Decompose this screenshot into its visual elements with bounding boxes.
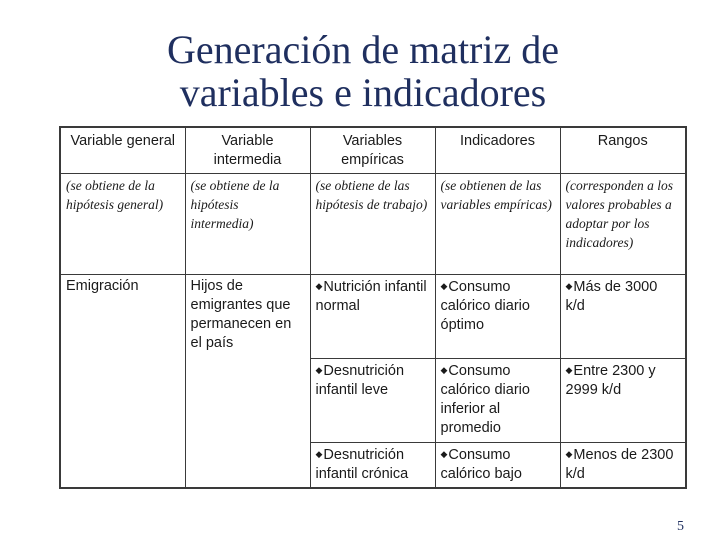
cell-indicador <box>435 274 560 358</box>
header-indicadores: Indicadores <box>435 127 560 173</box>
empirica-text: Desnutrición infantil leve <box>315 362 405 398</box>
bullet-icon: ◆ <box>565 448 573 459</box>
empirica-text: Nutrición infantil normal <box>315 278 427 314</box>
slide-title <box>0 28 720 114</box>
bullet-icon: ◆ <box>565 280 573 291</box>
bullet-icon: ◆ <box>315 280 323 291</box>
cell-rango <box>560 358 686 442</box>
rango-text: Menos de 2300 k/d <box>565 446 674 482</box>
bullet-icon: ◆ <box>565 364 573 375</box>
page-number: 5 <box>677 519 684 534</box>
header-rangos: Rangos <box>560 127 686 173</box>
note-indicadores: (se obtienen de las variables empíricas) <box>435 173 560 274</box>
table-row <box>60 274 686 358</box>
header-variable-general: Variable general <box>60 127 185 173</box>
cell-empirica <box>310 442 435 488</box>
indicador-text: Consumo calórico diario inferior al promedio <box>440 362 530 436</box>
notes-row <box>60 173 686 274</box>
variables-matrix-table <box>59 126 687 489</box>
bullet-icon: ◆ <box>440 280 448 291</box>
empirica-text: Desnutrición infantil crónica <box>315 446 409 482</box>
cell-indicador <box>435 442 560 488</box>
rango-text: Más de 3000 k/d <box>565 278 658 314</box>
title-line-2: variables e indicadores <box>179 70 547 115</box>
indicador-text: Consumo calórico bajo <box>440 446 522 482</box>
bullet-icon: ◆ <box>440 364 448 375</box>
rango-text: Entre 2300 y 2999 k/d <box>565 362 656 398</box>
cell-rango <box>560 274 686 358</box>
note-variable-intermedia: (se obtiene de la hipótesis intermedia) <box>185 173 310 274</box>
cell-variable-general: Emigración <box>60 274 185 488</box>
bullet-icon: ◆ <box>315 364 323 375</box>
header-variable-intermedia: Variable intermedia <box>185 127 310 173</box>
bullet-icon: ◆ <box>315 448 323 459</box>
cell-variable-intermedia: Hijos de emigrantes que permanecen en el país <box>185 274 310 488</box>
indicador-text: Consumo calórico diario óptimo <box>440 278 530 333</box>
cell-rango <box>560 442 686 488</box>
note-rangos: (corresponden a los valores probables a adoptar por los indicadores) <box>560 173 686 274</box>
title-line-1: Generación de matriz de <box>166 27 559 72</box>
cell-empirica <box>310 358 435 442</box>
bullet-icon: ◆ <box>440 448 448 459</box>
header-variables-empiricas: Variables empíricas <box>310 127 435 173</box>
note-variable-general: (se obtiene de la hipótesis general) <box>60 173 185 274</box>
note-variables-empiricas: (se obtiene de las hipótesis de trabajo) <box>310 173 435 274</box>
header-row <box>60 127 686 173</box>
cell-indicador <box>435 358 560 442</box>
cell-empirica <box>310 274 435 358</box>
